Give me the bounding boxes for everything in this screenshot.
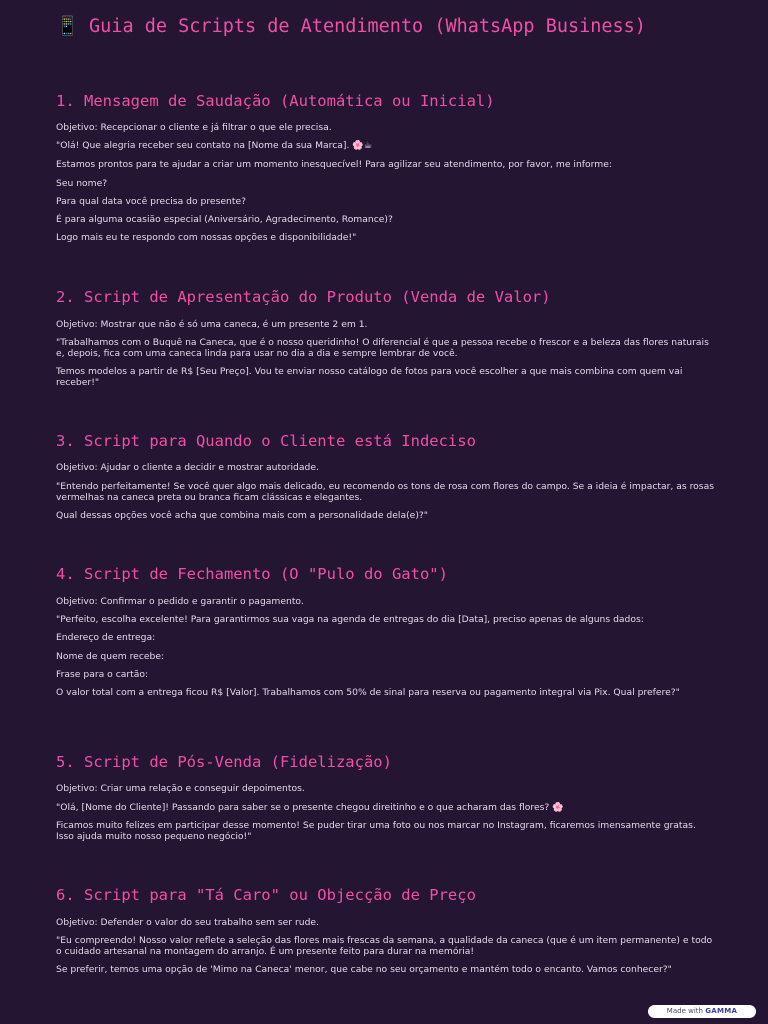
badge-prefix: Made with [666, 1007, 703, 1015]
section-heading-2: 2. Script de Apresentação do Produto (Venda de Valor) [56, 288, 551, 306]
section-3-line: Qual dessas opções você acha que combina mais com a personalidade dela(e)?" [56, 510, 428, 521]
page-title-text: Guia de Scripts de Atendimento (WhatsApp Business) [89, 16, 646, 37]
section-2-line: Temos modelos a partir de R$ [Seu Preço]. Vou te enviar nosso catálogo de fotos para você escolher a que mais combina com quem vai receber!" [56, 366, 683, 388]
section-heading-6: 6. Script para "Tá Caro" ou Objecção de Preço [56, 886, 476, 904]
page-title [56, 16, 736, 38]
section-5-line: Ficamos muito felizes em participar desse momento! Se puder tirar uma foto ou nos marcar no Instagram, ficaremos imensamente gratas. Isso ajuda muito nosso pequeno negócio!" [56, 820, 696, 842]
section-3-line: "Entendo perfeitamente! Se você quer algo mais delicado, eu recomendo os tons de rosa com flores do campo. Se a ideia é impactar, as rosas vermelhas na caneca preta ou branca ficam clássicas e elegantes. [56, 481, 714, 503]
section-4-line: "Perfeito, escolha excelente! Para garantirmos sua vaga na agenda de entregas do dia [Data], preciso apenas de alguns dados: [56, 614, 644, 625]
section-5-line: Objetivo: Criar uma relação e conseguir depoimentos. [56, 783, 305, 794]
section-2-line: Objetivo: Mostrar que não é só uma caneca, é um presente 2 em 1. [56, 319, 368, 330]
section-6-line: Se preferir, temos uma opção de 'Mimo na Caneca' menor, que cabe no seu orçamento e mantém todo o encanto. Vamos conhecer?" [56, 964, 672, 975]
mobile-phone-icon: 📱 [56, 16, 80, 37]
section-heading-4: 4. Script de Fechamento (O "Pulo do Gato") [56, 565, 448, 583]
made-with-gamma-badge[interactable] [648, 1005, 756, 1018]
section-6-line: Objetivo: Defender o valor do seu trabalho sem ser rude. [56, 917, 319, 928]
section-1-line: Logo mais eu te respondo com nossas opções e disponibilidade!" [56, 232, 357, 243]
section-1-line: É para alguma ocasião especial (Aniversário, Agradecimento, Romance)? [56, 214, 393, 225]
section-heading-3: 3. Script para Quando o Cliente está Indeciso [56, 432, 476, 450]
section-1-line: Objetivo: Recepcionar o cliente e já filtrar o que ele precisa. [56, 122, 332, 133]
section-2-line: "Trabalhamos com o Buquê na Caneca, que é o nosso queridinho! O diferencial é que a pessoa recebe o frescor e a beleza das flores naturais e, depois, fica com uma caneca linda para usar no dia a dia e sempre lembrar de você. [56, 337, 709, 359]
section-4-line: Frase para o cartão: [56, 669, 149, 680]
section-heading-5: 5. Script de Pós-Venda (Fidelização) [56, 753, 392, 771]
section-1-line: Para qual data você precisa do presente? [56, 196, 246, 207]
section-4-line: Objetivo: Confirmar o pedido e garantir o pagamento. [56, 596, 304, 607]
section-4-line: Endereço de entrega: [56, 632, 156, 643]
section-3-line: Objetivo: Ajudar o cliente a decidir e mostrar autoridade. [56, 462, 319, 473]
section-1-line: "Olá! Que alegria receber seu contato na [Nome da sua Marca]. 🌸☕ [56, 140, 373, 151]
section-heading-1: 1. Mensagem de Saudação (Automática ou Inicial) [56, 92, 495, 110]
section-6-line: "Eu compreendo! Nosso valor reflete a seleção das flores mais frescas da semana, a qualidade da caneca (que é um item permanente) e todo o cuidado artesanal na montagem do arranjo. É um presente feito para durar na memória! [56, 935, 713, 957]
badge-brand: GAMMA [705, 1007, 738, 1015]
section-1-line: Estamos prontos para te ajudar a criar um momento inesquecível! Para agilizar seu atendimento, por favor, me informe: [56, 159, 612, 170]
section-1-line: Seu nome? [56, 178, 108, 189]
section-4-line: Nome de quem recebe: [56, 651, 165, 662]
section-5-line: "Olá, [Nome do Cliente]! Passando para saber se o presente chegou direitinho e o que acharam das flores? 🌸 [56, 802, 564, 813]
section-4-line: O valor total com a entrega ficou R$ [Valor]. Trabalhamos com 50% de sinal para reserva ou pagamento integral via Pix. Qual prefere?" [56, 687, 680, 698]
